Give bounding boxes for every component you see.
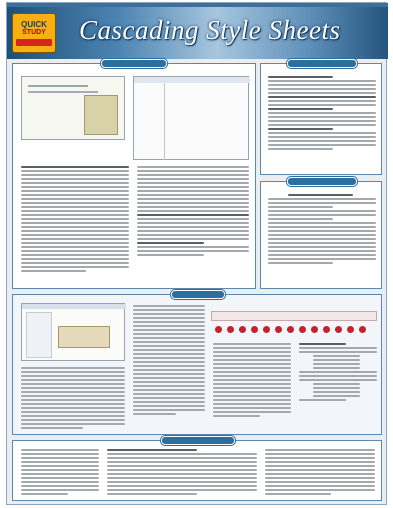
text-line xyxy=(133,409,205,411)
text-line xyxy=(21,493,68,495)
text-line xyxy=(213,355,291,357)
text-line xyxy=(133,405,205,407)
text-line xyxy=(268,148,333,150)
text-line xyxy=(299,379,377,381)
text-line xyxy=(265,477,375,479)
text-line xyxy=(137,254,204,256)
section-tag-middle xyxy=(171,290,225,299)
text-line xyxy=(133,305,205,307)
text-line xyxy=(313,355,360,357)
text-line xyxy=(21,198,129,200)
text-line xyxy=(268,124,376,126)
text-line xyxy=(21,166,129,168)
text-line xyxy=(137,230,249,232)
text-line xyxy=(21,254,129,256)
text-line xyxy=(21,485,99,487)
text-line xyxy=(21,481,99,483)
text-line xyxy=(21,190,129,192)
bottom-text-col-2 xyxy=(107,449,257,497)
text-line xyxy=(137,170,249,172)
text-line xyxy=(299,399,346,401)
red-marker-dot xyxy=(335,326,342,333)
text-line xyxy=(268,202,376,204)
red-marker-dot xyxy=(227,326,234,333)
text-line xyxy=(137,222,249,224)
text-line xyxy=(133,361,205,363)
text-line xyxy=(265,449,375,451)
intro-text-column-right xyxy=(137,166,249,258)
text-line xyxy=(268,206,333,208)
red-marker-dot xyxy=(275,326,282,333)
text-line xyxy=(21,238,129,240)
text-line xyxy=(213,359,291,361)
bottom-text-col-1 xyxy=(21,449,99,497)
text-line xyxy=(21,170,129,172)
page-title: Cascading Style Sheets xyxy=(79,15,341,45)
text-line xyxy=(107,485,257,487)
text-line xyxy=(137,166,249,168)
text-line xyxy=(213,363,291,365)
text-line xyxy=(265,493,331,495)
middle-text-col-4 xyxy=(299,343,377,403)
section-tag-intro xyxy=(101,59,167,68)
text-line xyxy=(268,258,376,260)
text-line xyxy=(21,379,125,381)
text-line xyxy=(288,194,353,196)
text-line xyxy=(313,387,360,389)
text-line xyxy=(299,347,377,349)
text-line xyxy=(213,395,291,397)
shot-toolbar xyxy=(22,304,126,309)
text-line xyxy=(133,401,205,403)
red-marker-dot xyxy=(263,326,270,333)
shot-tree xyxy=(26,312,52,358)
text-line xyxy=(268,230,376,232)
text-line xyxy=(268,108,333,110)
screenshot-image-1 xyxy=(21,76,125,140)
text-line xyxy=(268,226,376,228)
text-line xyxy=(133,381,205,383)
text-line xyxy=(21,222,129,224)
text-line xyxy=(107,481,257,483)
text-line xyxy=(21,266,129,268)
text-line xyxy=(268,76,333,78)
text-line xyxy=(265,465,375,467)
text-line xyxy=(268,132,376,134)
text-line xyxy=(268,92,376,94)
text-line xyxy=(133,309,205,311)
text-line xyxy=(21,174,129,176)
text-line xyxy=(21,206,129,208)
text-line xyxy=(268,238,376,240)
text-line xyxy=(313,363,360,365)
text-line xyxy=(21,246,129,248)
section-tag-right-mid xyxy=(287,177,357,186)
text-line xyxy=(268,84,376,86)
text-line xyxy=(21,234,129,236)
text-line xyxy=(21,262,129,264)
text-line xyxy=(21,230,129,232)
text-line xyxy=(21,250,129,252)
shot-sidebar xyxy=(84,95,118,135)
text-line xyxy=(133,341,205,343)
text-line xyxy=(268,234,376,236)
logo-text-top: QUICK xyxy=(21,20,47,29)
text-line xyxy=(265,453,375,455)
text-line xyxy=(213,391,291,393)
text-line xyxy=(21,194,129,196)
text-line xyxy=(137,234,249,236)
text-line xyxy=(133,313,205,315)
text-line xyxy=(137,250,249,252)
text-line xyxy=(21,391,125,393)
text-line xyxy=(21,210,129,212)
text-line xyxy=(107,457,257,459)
right-top-text xyxy=(268,76,376,152)
section-panel-middle xyxy=(12,294,382,435)
text-line xyxy=(299,343,346,345)
red-marker-dot xyxy=(323,326,330,333)
text-line xyxy=(137,186,249,188)
text-line xyxy=(213,383,291,385)
text-line xyxy=(137,174,249,176)
text-line xyxy=(137,190,249,192)
text-line xyxy=(268,80,376,82)
shot-line xyxy=(28,85,88,87)
middle-text-col-3 xyxy=(213,343,291,419)
text-line xyxy=(107,489,257,491)
text-line xyxy=(313,395,360,397)
text-line xyxy=(268,198,376,200)
text-line xyxy=(21,427,83,429)
section-tag-right-top xyxy=(287,59,357,68)
text-line xyxy=(268,214,376,216)
red-marker-dot xyxy=(347,326,354,333)
text-line xyxy=(268,116,376,118)
text-line xyxy=(133,349,205,351)
text-line xyxy=(107,493,197,495)
text-line xyxy=(21,383,125,385)
right-mid-text xyxy=(268,194,376,266)
text-line xyxy=(137,246,249,248)
text-line xyxy=(213,407,291,409)
text-line xyxy=(133,353,205,355)
text-line xyxy=(107,453,257,455)
text-line xyxy=(213,371,291,373)
text-line xyxy=(21,477,99,479)
red-marker-dot xyxy=(215,326,222,333)
screenshot-image-3 xyxy=(21,303,125,361)
intro-text-column-left xyxy=(21,166,129,274)
text-line xyxy=(107,465,257,467)
text-line xyxy=(21,461,99,463)
text-line xyxy=(313,359,360,361)
text-line xyxy=(21,375,125,377)
text-line xyxy=(133,365,205,367)
text-line xyxy=(268,128,333,130)
red-marker-row xyxy=(215,325,366,333)
text-line xyxy=(21,489,99,491)
red-marker-dot xyxy=(311,326,318,333)
text-line xyxy=(107,473,257,475)
text-line xyxy=(21,469,99,471)
middle-text-col-2 xyxy=(133,305,205,417)
text-line xyxy=(268,136,376,138)
text-line xyxy=(213,387,291,389)
text-line xyxy=(265,473,375,475)
text-line xyxy=(133,385,205,387)
text-line xyxy=(21,419,125,421)
text-line xyxy=(299,371,377,373)
text-line xyxy=(21,423,125,425)
text-line xyxy=(268,242,376,244)
text-line xyxy=(21,182,129,184)
text-line xyxy=(133,345,205,347)
text-line xyxy=(268,144,376,146)
red-marker-dot xyxy=(287,326,294,333)
text-line xyxy=(133,357,205,359)
text-line xyxy=(313,383,360,385)
text-line xyxy=(268,104,376,106)
text-line xyxy=(137,226,249,228)
text-line xyxy=(137,206,249,208)
text-line xyxy=(107,469,257,471)
text-line xyxy=(268,262,333,264)
publisher-logo xyxy=(12,13,56,53)
text-line xyxy=(299,351,377,353)
text-line xyxy=(21,387,125,389)
text-line xyxy=(21,411,125,413)
text-line xyxy=(299,375,377,377)
text-line xyxy=(268,88,376,90)
text-line xyxy=(21,258,129,260)
logo-red-bar xyxy=(16,39,52,46)
text-line xyxy=(268,112,376,114)
text-line xyxy=(137,214,249,216)
text-line xyxy=(213,367,291,369)
text-line xyxy=(21,403,125,405)
text-line xyxy=(265,469,375,471)
text-line xyxy=(268,120,376,122)
logo-text-bottom: STUDY xyxy=(22,29,46,36)
title-banner xyxy=(7,7,388,59)
text-line xyxy=(268,250,376,252)
text-line xyxy=(268,96,376,98)
text-line xyxy=(213,351,291,353)
text-line xyxy=(137,242,204,244)
text-line xyxy=(21,457,99,459)
text-line xyxy=(213,403,291,405)
text-line xyxy=(133,377,205,379)
text-line xyxy=(268,140,376,142)
text-line xyxy=(21,449,99,451)
text-line xyxy=(107,477,257,479)
text-line xyxy=(137,202,249,204)
laminated-guide-page xyxy=(6,2,387,505)
text-line xyxy=(21,178,129,180)
text-line xyxy=(268,100,376,102)
text-line xyxy=(268,222,376,224)
text-line xyxy=(133,325,205,327)
text-line xyxy=(313,367,360,369)
text-line xyxy=(268,246,376,248)
text-line xyxy=(21,395,125,397)
text-line xyxy=(133,329,205,331)
text-line xyxy=(21,186,129,188)
text-line xyxy=(21,218,129,220)
text-line xyxy=(137,194,249,196)
text-line xyxy=(137,198,249,200)
text-line xyxy=(265,489,375,491)
red-marker-dot xyxy=(299,326,306,333)
text-line xyxy=(133,333,205,335)
text-line xyxy=(133,393,205,395)
text-line xyxy=(133,397,205,399)
section-panel-intro xyxy=(12,63,256,289)
shot-divider xyxy=(164,83,165,160)
text-line xyxy=(21,242,129,244)
text-line xyxy=(313,391,360,393)
text-line xyxy=(133,317,205,319)
red-marker-dot xyxy=(239,326,246,333)
text-line xyxy=(268,218,333,220)
text-line xyxy=(137,210,249,212)
red-marker-dot xyxy=(359,326,366,333)
text-line xyxy=(213,415,260,417)
middle-text-col-1 xyxy=(21,367,125,431)
section-tag-bottom xyxy=(161,436,235,445)
text-line xyxy=(21,202,129,204)
text-line xyxy=(21,399,125,401)
text-line xyxy=(265,457,375,459)
text-line xyxy=(21,226,129,228)
text-line xyxy=(265,461,375,463)
text-line xyxy=(213,375,291,377)
code-example-strip xyxy=(211,311,377,321)
text-line xyxy=(268,254,376,256)
text-line xyxy=(137,182,249,184)
text-line xyxy=(21,473,99,475)
text-line xyxy=(21,270,86,272)
screenshot-image-2 xyxy=(133,76,249,160)
shot-toolbar xyxy=(134,77,250,83)
text-line xyxy=(268,210,376,212)
shot-line xyxy=(28,91,98,93)
text-line xyxy=(133,413,176,415)
section-panel-right-mid xyxy=(260,181,382,289)
text-line xyxy=(213,399,291,401)
text-line xyxy=(137,218,249,220)
text-line xyxy=(213,343,291,345)
text-line xyxy=(21,465,99,467)
text-line xyxy=(107,461,257,463)
text-line xyxy=(133,389,205,391)
shot-dialog xyxy=(58,326,110,348)
text-line xyxy=(21,367,125,369)
text-line xyxy=(265,485,375,487)
text-line xyxy=(265,481,375,483)
section-panel-right-top xyxy=(260,63,382,175)
red-marker-dot xyxy=(251,326,258,333)
bottom-text-col-3 xyxy=(265,449,375,497)
text-line xyxy=(21,407,125,409)
text-line xyxy=(133,337,205,339)
text-line xyxy=(137,238,249,240)
text-line xyxy=(213,379,291,381)
text-line xyxy=(21,371,125,373)
text-line xyxy=(133,321,205,323)
section-panel-bottom xyxy=(12,440,382,501)
text-line xyxy=(21,453,99,455)
text-line xyxy=(213,411,291,413)
text-line xyxy=(107,449,197,451)
text-line xyxy=(21,415,125,417)
text-line xyxy=(213,347,291,349)
text-line xyxy=(133,369,205,371)
text-line xyxy=(21,214,129,216)
text-line xyxy=(137,178,249,180)
text-line xyxy=(133,373,205,375)
